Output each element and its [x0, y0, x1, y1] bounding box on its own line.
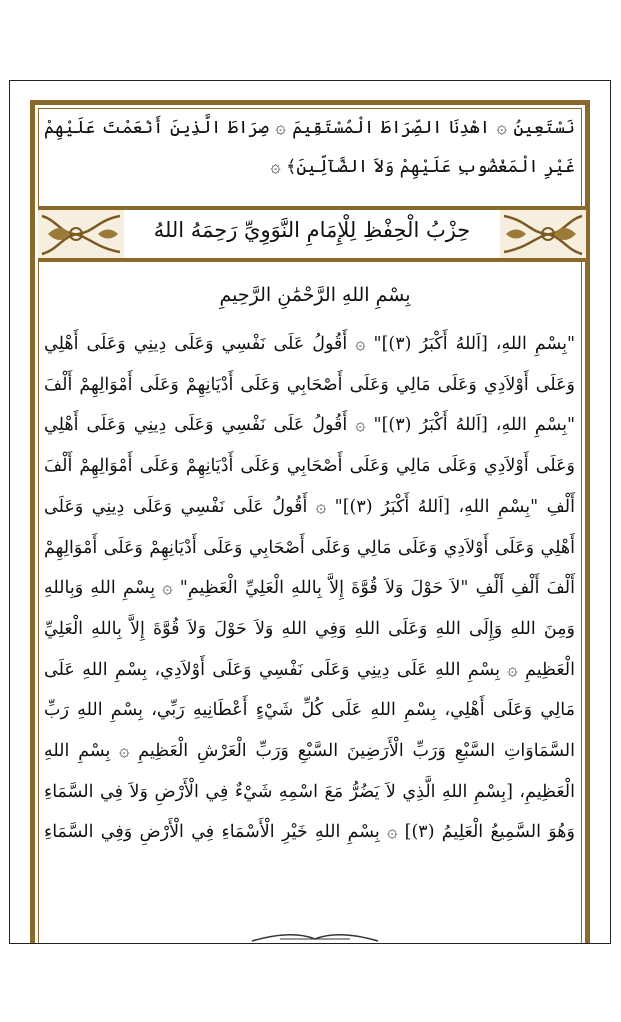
top-verse-text: نَسْتَعِينُ ۞ اهْدِنَا الصِّرَاطَ الْمُسْتَقِيمَ ۞ صِرَاطَ الَّذِينَ أَنْعَمْتَ عَلَيْهِمْ غَيْرِ الْمَغْضُوبِ عَلَيْهِمْ وَلاَ الضَّآلِّينَ﴾ ۞ — [44, 118, 575, 177]
bottom-ornament-icon — [250, 931, 380, 943]
basmala-calligraphy: بِسْمِ اللهِ الرَّحْمَٰنِ الرَّحِيمِ — [219, 284, 411, 306]
ornament-left-icon — [38, 210, 124, 258]
section-title: حِزْبُ الْحِفْظِ لِلْإِمَامِ النَّوَوِيِّ رَحِمَهُ اللهُ — [153, 218, 471, 242]
ornament-right-icon — [500, 210, 586, 258]
dua-body-text: "بِسْمِ اللهِ، [اَللهُ أَكْبَرُ (٣)]" ۞ أَقُولُ عَلَى نَفْسِي وَعَلَى دِينِي وَعَلَى أَهْلِي وَعَلَى أَوْلاَدِي وَعَلَى مَالِي وَعَلَى أَصْحَابِي وَعَلَى أَدْيَانِهِمْ وَعَلَى أَمْوَالِهِمْ أَلْفَ "بِسْمِ اللهِ، [اَللهُ أَكْبَرُ (٣)]" ۞ أَقُولُ عَلَى نَفْسِي وَعَلَى دِينِي وَعَلَى أَهْلِي وَعَلَى أَوْلاَدِي وَعَلَى مَالِي وَعَلَى أَصْحَابِي وَعَلَى أَدْيَانِهِمْ وَعَلَى أَمْوَالِهِمْ أَلْفَ أَلْفِ "بِسْمِ اللهِ، [اَللهُ أَكْبَرُ (٣)]" ۞ أَقُولُ عَلَى نَفْسِي وَعَلَى دِينِي وَعَلَى أَهْلِي وَعَلَى أَوْلاَدِي وَعَلَى مَالِي وَعَلَى أَصْحَابِي وَعَلَى أَدْيَانِهِمْ وَعَلَى أَمْوَالِهِمْ أَلْفَ أَلْفِ أَلْفِ "لاَ حَوْلَ وَلاَ قُوَّةَ إِلاَّ بِاللهِ الْعَلِيِّ الْعَظِيمِ" ۞ بِسْمِ اللهِ وَبِاللهِ وَمِنَ اللهِ وَإِلَى اللهِ وَعَلَى اللهِ وَفِي اللهِ وَلاَ حَوْلَ وَلاَ قُوَّةَ إِلاَّ بِاللهِ الْعَلِيِّ الْعَظِيمِ ۞ بِسْمِ اللهِ عَلَى دِينِي وَعَلَى نَفْسِي وَعَلَى أَوْلاَدِي، بِسْمِ اللهِ عَلَى مَالِي وَعَلَى أَهْلِي، بِسْمِ اللهِ عَلَى كُلِّ شَيْءٍ أَعْطَانِيهِ رَبِّي، بِسْمِ اللهِ رَبِّ السَّمَاوَاتِ السَّبْعِ وَرَبِّ الْأَرَضِينَ السَّبْعِ وَرَبِّ الْعَرْشِ الْعَظِيمِ ۞ بِسْمِ اللهِ الْعَظِيمِ، [بِسْمِ اللهِ الَّذِي لاَ يَضُرُّ مَعَ اسْمِهِ شَيْءٌ فِي الْأَرْضِ وَلاَ فِي السَّمَاءِ وَهُوَ السَّمِيعُ الْعَلِيمُ (٣)] ۞ بِسْمِ اللهِ خَيْرِ الْأَسْمَاءِ فِي الْأَرْضِ وَفِي السَّمَاءِ — [44, 334, 575, 843]
section-title-banner — [38, 206, 586, 262]
page-sheet — [9, 80, 611, 944]
